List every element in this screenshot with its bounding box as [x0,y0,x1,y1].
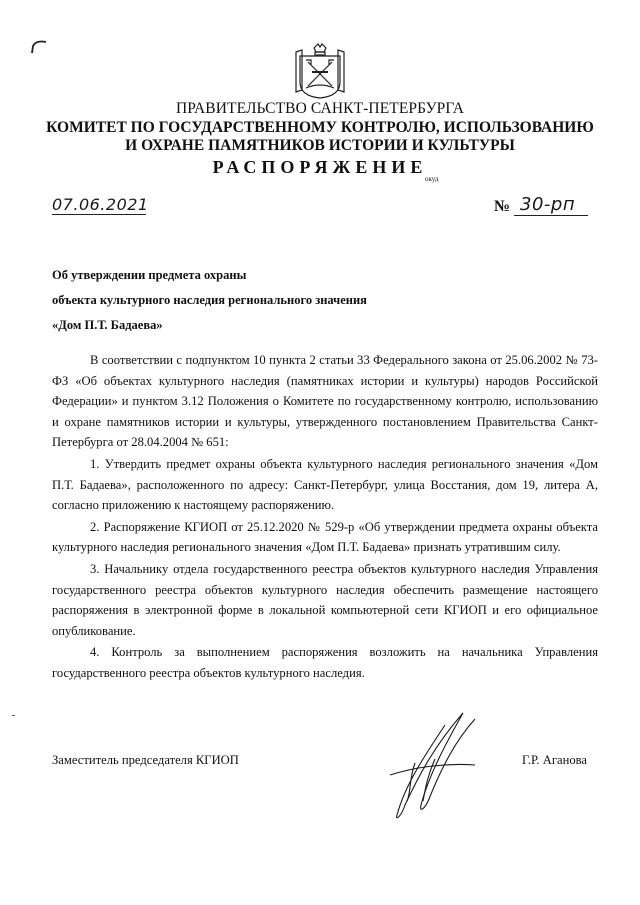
item-4-paragraph: 4. Контроль за выполнением распоряжения возложить на начальника Управления государственного реестра объектов культурного наследия. [52,645,598,680]
government-name: ПРАВИТЕЛЬСТВО САНКТ-ПЕТЕРБУРГА [175,100,465,117]
committee-name-line-2: И ОХРАНЕ ПАМЯТНИКОВ ИСТОРИИ И КУЛЬТУРЫ [125,137,515,154]
committee-name-line-1: КОМИТЕТ ПО ГОСУДАРСТВЕННОМУ КОНТРОЛЮ, ИСПОЛЬЗОВАНИЮ [46,119,594,136]
subject-line-1: Об утверждении предмета охраны [52,268,247,282]
number-sign: № [494,198,511,215]
document-date-field [52,194,149,215]
document-body [52,350,598,684]
committee-name [0,119,640,155]
document-subject [52,263,452,338]
item-2-paragraph: 2. Распоряжение КГИОП от 25.12.2020 № 529-р «Об утверждении предмета охраны объекта культурного наследия регионального значения «Дом П.Т. Бадаева» признать утратившим силу. [52,519,598,555]
document-date: 07.06.2021 [52,195,149,214]
corner-mark [30,40,48,54]
item-1-paragraph: 1. Утвердить предмет охраны объекта культурного наследия регионального значения «Дом П.Т. Бадаева», расположенного по адресу: Санкт-Петербург, улица Восстания, дом 19, литера А, согласно приложению к настоящему распоряжению. [52,456,598,513]
subject-line-2: объекта культурного наследия регионального значения [52,293,367,307]
signatory-position: Заместитель председателя КГИОП [52,753,239,767]
document-number-line [514,193,588,216]
document-type-title: РАСПОРЯЖЕНИЕ [212,157,428,177]
saint-petersburg-coat-of-arms-icon [294,42,346,100]
subject-line-3: «Дом П.Т. Бадаева» [52,318,163,332]
item-3-paragraph: 3. Начальнику отдела государственного реестра объектов культурного наследия Управления государственного реестра объектов культурного наследия обеспечить размещение настоящего распоряжения в электронной форме в локальной компьютерной сети КГИОП и его официальное опубликование. [52,561,598,638]
document-number: 30-рп [520,194,576,215]
margin-mark [12,715,15,716]
signatory-name: Г.Р. Аганова [522,753,587,767]
intro-paragraph: В соответствии с подпунктом 10 пункта 2 статьи 33 Федерального закона от 25.06.2002 № 73-ФЗ «Об объектах культурного наследия (памятниках истории и культуры) народов Российской Федерации» и пунктом 3.12 Положения о Комитете по государственному контролю, использованию и охране памятников истории и культуры, утвержденного постановлением Правительства Санкт-Петербурга от 28.04.2004 № 651: [52,353,598,450]
document-number-field [494,194,594,216]
handwritten-signature [385,705,485,825]
okud-label: окуд [425,175,439,183]
